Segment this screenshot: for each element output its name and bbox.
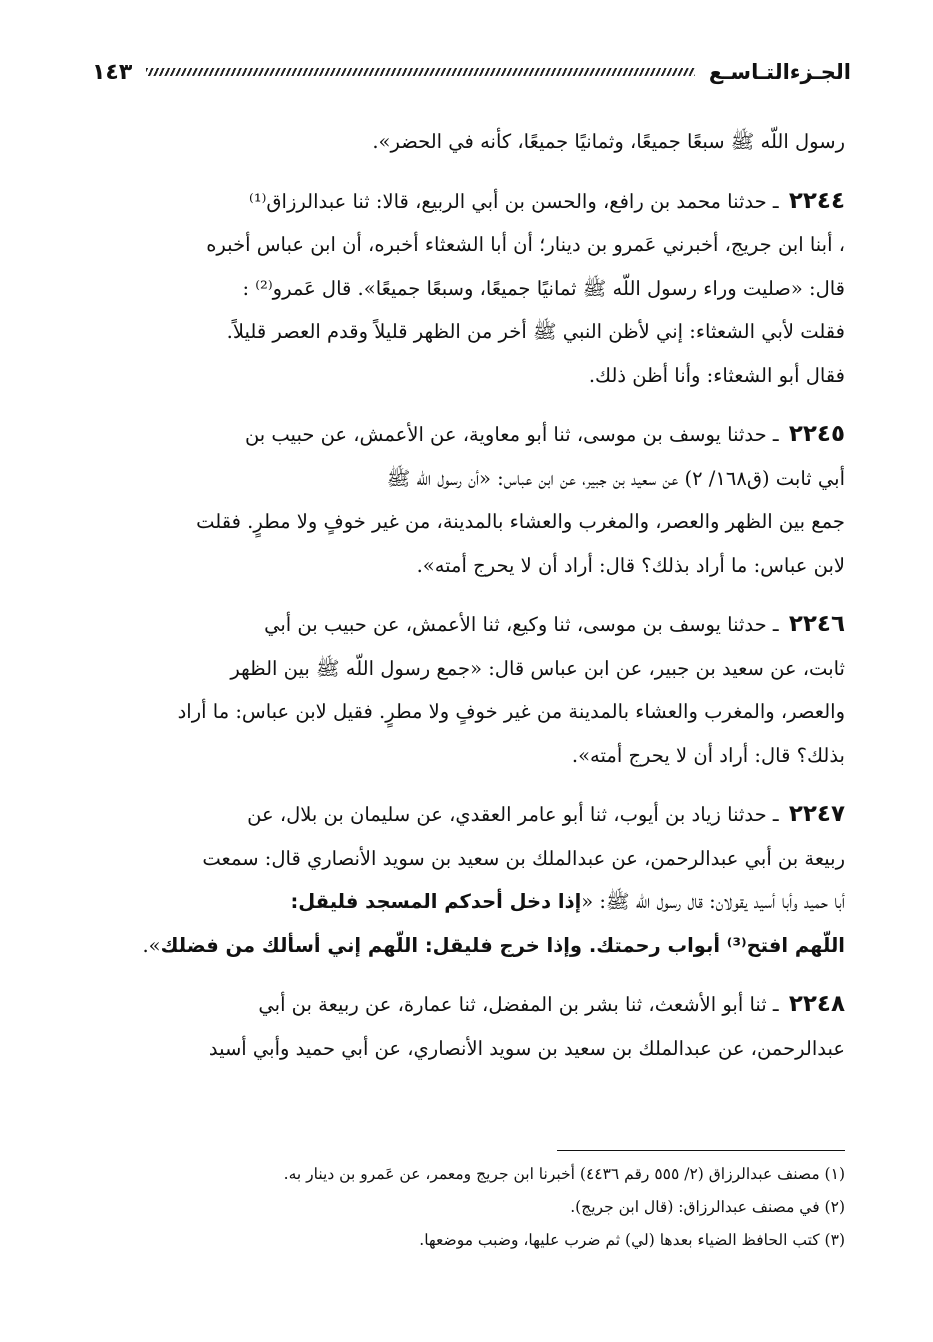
footnote-rule [557,1150,845,1151]
hadith-2247 [82,793,845,967]
paragraph-text: رسول اللّه ﷺ سبعًا جميعًا، وثمانيًا جميعًا، كأنه في الحضر». [372,130,845,153]
paragraph-text: ـ حدثنا زياد بن أيوب، ثنا أبو عامر العقدي، عن سليمان بن بلال، عن ربيعة بن أبي عبدالرحمن، عن عبدالملك بن سعيد بن سويد الأنصاري قال: سمعت أبا حميد وأبا أسيد يقولان: قال رسول اللّه ﷺ: « [202,803,845,913]
paragraph-text: ـ حدثنا محمد بن رافع، والحسن بن أبي الربيع، قالا: ثنا عبدالرزاق⁽¹⁾ ، أبنا ابن جريج، أخبرني عَمرو بن دينار؛ أن أبا الشعثاء أخبره، أن ابن عباس أخبره قال: «صليت وراء رسول اللّه ﷺ ثمانيًا جميعًا، وسبعًا جميعًا». قال عَمرو⁽²⁾ : فقلت لأبي الشعثاء: إني لأظن النبي ﷺ أخر من الظهر قليلاً وقدم العصر قليلاً. فقال أبو الشعثاء: وأنا أظن ذلك. [206,189,845,387]
hadith-number: ٢٢٤٨ [788,991,845,1017]
hadith-2246 [82,603,845,777]
running-title: الجـزءالتـاسـع [708,60,851,84]
paragraph-text: ـ حدثنا يوسف بن موسى، ثنا أبو معاوية، عن الأعمش، عن حبيب بن أبي ثابت (ق١٦٨/ ٢) عن سعيد بن جبير، عن ابن عباس: «أن رسول اللّه ﷺ جمع بين الظهر والعصر، والمغرب والعشاء بالمدينة، من غير خوفٍ ولا مطرٍ. فقلت لابن عباس: ما أراد بذلك؟ قال: أراد أن لا يحرج أمته». [196,423,845,577]
hadith-2245 [82,413,845,587]
hadith-number: ٢٢٤٤ [788,187,845,214]
page-number: ١٤٣ [92,59,133,85]
paragraph-tail: ». [142,933,161,957]
hadith-number: ٢٢٤٦ [788,611,845,637]
footnote-1: (١) مصنف عبدالرزاق (٢/ ٥٥٥ رقم ٤٤٣٦) أخبرنا ابن جريج ومعمر، عن عَمرو بن دينار به. [283,1165,845,1183]
paragraph-continuation [82,120,845,164]
paragraph-text: ـ حدثنا يوسف بن موسى، ثنا وكيع، ثنا الأعمش، عن حبيب بن أبي ثابت، عن سعيد بن جبير، عن ابن عباس قال: «جمع رسول اللّه ﷺ بين الظهر والعصر، والمغرب والعشاء بالمدينة من غير خوفٍ ولا مطرٍ. فقيل لابن عباس: ما أراد بذلك؟ قال: أراد أن لا يحرج أمته». [177,613,845,767]
page-header [92,52,851,92]
hadith-number: ٢٢٤٥ [788,421,845,447]
footnotes [82,1158,845,1257]
footnote-2: (٢) في مصنف عبدالرزاق: (قال ابن جريج). [570,1198,845,1216]
hadith-2244 [82,180,845,398]
main-text [82,120,845,1086]
hadith-2248 [82,983,845,1070]
bold-quote: إذا دخل أحدكم المسجد فليقل: اللّهم افتح⁽³⁾ أبواب رحمتك. وإذا خرج فليقل: اللّهم إني أسألك من فضلك [160,890,845,957]
paragraph-text: ـ ثنا أبو الأشعث، ثنا بشر بن المفضل، ثنا عمارة، عن ربيعة بن أبي عبدالرحمن، عن عبدالملك بن سعيد بن سويد الأنصاري، عن أبي حميد وأبي أسيد [208,993,845,1060]
footnote-3: (٣) كتب الحافظ الضياء بعدها (لي) ثم ضرب عليها، وضبب موضعها. [419,1231,845,1249]
header-rule [146,68,695,76]
hadith-number: ٢٢٤٧ [788,801,845,827]
